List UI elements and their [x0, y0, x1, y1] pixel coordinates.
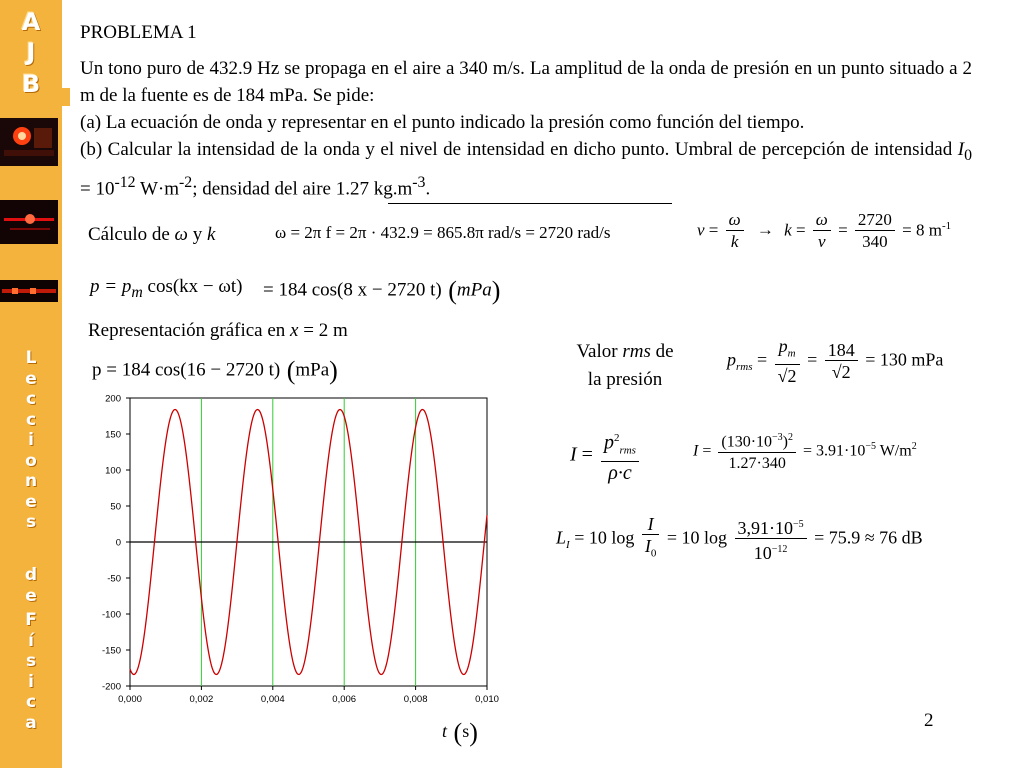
sidebar-title-letter: e — [25, 368, 37, 389]
sidebar-title-letter: i — [28, 671, 34, 692]
thumbnail-laser — [0, 200, 58, 244]
graph-heading: Representación gráfica en x = 2 m — [88, 320, 348, 341]
statement-part-b: (b) Calcular la intensidad de la onda y el nivel de intensidad en dicho punto. Umbral de percepción de intensidad $I_0 = 10^{-12}$ $W\cdot m^{-2}$; densidad del aire 1.27 $kg.m^{-3}$. — [80, 139, 972, 200]
graph-equation: p = 184 cos(16 − 2720 t) (mPa) — [92, 356, 338, 385]
wave-equation-specific: = 184 cos(8 x − 2720 t) (mPa) — [263, 276, 501, 305]
sidebar-title-letter: e — [25, 585, 37, 606]
time-axis-label: t (s) — [442, 718, 478, 747]
logo-letter-j: J — [26, 38, 36, 66]
y-tick-label: -200 — [101, 681, 121, 693]
sidebar-title-letter: c — [25, 389, 37, 409]
sidebar-title-letter: o — [25, 450, 37, 471]
y-tick-label: -50 — [107, 573, 121, 585]
problem-statement — [80, 55, 972, 202]
sidebar-title-letter: a — [25, 712, 37, 733]
statement-part-a: (a) La ecuación de onda y representar en el punto indicado la presión como función del tiempo. — [80, 112, 805, 133]
divider — [388, 203, 672, 204]
omega-equation: ω = 2π f = 2π · 432.9 = 865.8π rad/s = 2720 rad/s — [275, 223, 611, 242]
sidebar-title-letter: s — [25, 512, 37, 532]
x-tick-label: 0,006 — [332, 694, 357, 705]
sidebar-title-letter: i — [28, 430, 34, 450]
sidebar-title-letter: L — [25, 348, 37, 368]
statement-intro: Un tono puro de 432.9 Hz se propaga en el aire a 340 m/s. La amplitud de la onda de presión en un punto situado a 2 m de la fuente es de 184 mPa. Se pide: — [80, 58, 972, 106]
y-tick-label: 150 — [105, 429, 121, 441]
sidebar-title-letter: c — [25, 692, 37, 712]
k-calculation: v = $\frac{\omega}{k}$ → k = $\frac{\omega}{v}$ = $\frac{2720}{340}$ = 8 $m^{-1}$ — [697, 210, 952, 251]
sidebar-title-letter: e — [25, 491, 37, 512]
x-tick-label: 0,008 — [403, 694, 428, 705]
sidebar-title-letter: c — [25, 409, 37, 430]
x-tick-label: 0,010 — [475, 694, 499, 705]
sidebar-title-letter: í — [28, 630, 34, 651]
sidebar-title-letter: s — [25, 651, 37, 671]
intensity-calculation: I = $\frac{(130\cdot 10^{-3})^2}{1.27\cdot 340}$ = $3.91\cdot 10^{-5}$ $W/m^2$ — [693, 428, 917, 475]
x-tick-label: 0,004 — [260, 694, 285, 705]
wave-equation-general: $p = p_m$ cos(kx − ωt) — [90, 276, 243, 301]
x-tick-label: 0,002 — [189, 694, 214, 705]
thumbnail-lab-photo — [0, 118, 58, 166]
intensity-formula: I = $\frac{p^2_{rms}}{\rho\cdot c}$ — [570, 428, 642, 484]
pressure-time-chart — [90, 390, 500, 720]
page-number: 2 — [924, 710, 934, 731]
thumbnail-spectrum — [0, 280, 58, 302]
sidebar-title-letter: F — [25, 610, 37, 630]
sidebar-title-letter: n — [24, 471, 38, 491]
x-tick-label: 0,000 — [118, 694, 142, 705]
sidebar-title-letter: d — [24, 565, 38, 585]
y-tick-label: 100 — [105, 465, 121, 477]
y-tick-label: 50 — [110, 501, 121, 513]
y-tick-label: 200 — [105, 393, 121, 405]
logo-letter-b: B — [21, 70, 41, 98]
rms-label: Valor rms de la presión — [576, 341, 674, 390]
problem-title: PROBLEMA 1 — [80, 22, 197, 43]
rms-equation: $p_{rms}$ = $\frac{p_m}{√2}$ = $\frac{184}{√2}$ = 130 mPa — [727, 336, 944, 386]
logo-letter-a: A — [21, 8, 41, 36]
y-tick-label: -150 — [101, 645, 121, 657]
y-tick-label: -100 — [101, 609, 121, 621]
calc-heading: Cálculo de ω y k — [88, 224, 216, 245]
intensity-level-equation: $L_I = 10$ log $\frac{I}{I_0}$ = 10 log $\frac{3,91\cdot 10^{-5}}{10^{-12}}$ = 75.9 ≈ 76 dB — [556, 514, 923, 563]
y-tick-label: 0 — [115, 537, 121, 549]
